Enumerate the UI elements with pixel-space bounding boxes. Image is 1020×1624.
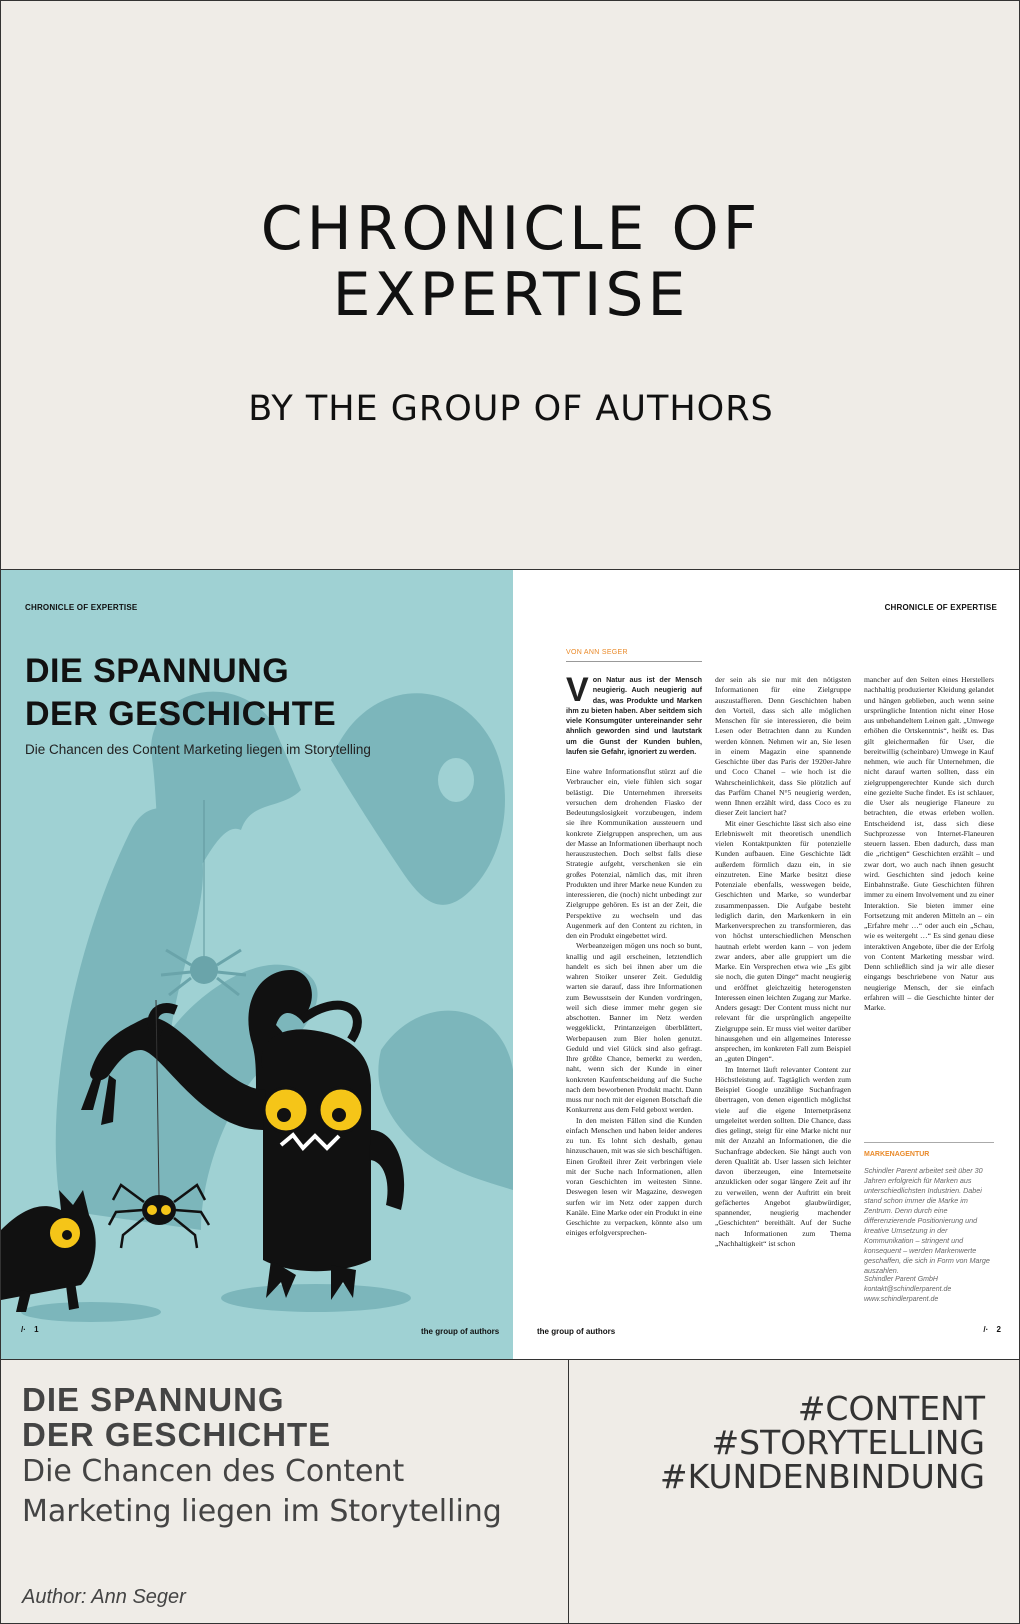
running-head-right: CHRONICLE OF EXPERTISE [884,603,997,612]
footer-info-panel [0,1359,569,1624]
byline-rule [566,661,702,662]
page-footer-label: the group of authors [421,1327,500,1336]
text-column-1 [566,671,702,1239]
header-panel [0,0,1020,570]
article-subtitle: Die Chancen des Content Marketing liegen im Storytelling [25,742,371,757]
contact-website[interactable]: www.schindlerparent.de [864,1296,939,1303]
page-number: 2 [996,1325,1001,1334]
body-paragraph: Eine wahre Informationsflut stürzt auf die Verbraucher ein, viele fühlen sich sogar belästigt. Die Unternehmen ihrerseits versuchen dem drohenden Fiasko der Bedeutungslosigkeit vorzubeugen, indem sie ihre Kommunikation aussteuern und konkrete Zielgruppen ansprechen, um aus der Masse an Informationen überhaupt noch herauszustechen. Doch selbst falls diese Strategie aufgeht, verschenken sie ein großes Potenzial, nämlich das, mit ihren Produkten und ihrer Marke neue Kunden zu interessieren, die (noch) nicht unbedingt zur Zielgruppe gehören. Es ist an der Zeit, die Perspektive zu wechseln und das Augenmerk auf den Content zu richten, in den ein Produkt eingebettet wird. [566,767,702,940]
sidebar-text: Schindler Parent arbeitet seit über 30 Jahren erfolgreich für Marken aus unterschiedlichsten Industrien. Dabei stand schon immer die Marke im Zentrum. Denn durch eine differenzierende Positionierung und kreative Umsetzung in der Kommunikation – stringent und konsequent – werden Markenwerte geschaffen, die sich in Form von Marge auszahlen. [864,1166,990,1275]
lead-paragraph [566,671,702,757]
sidebar-heading: MARKENAGENTUR [864,1151,930,1158]
main-title-line1: CHRONICLE OF [260,194,762,264]
hashtag-kundenbindung[interactable]: #KUNDENBINDUNG [659,1457,985,1496]
sidebar-contact [864,1275,994,1305]
main-title [1,196,1020,328]
ground-shadow [221,1284,411,1312]
body-paragraph: mancher auf den Seiten eines Herstellers nachhaltig produzierter Kleidung gelandet und hängen geblieben, auch wenn seine ursprüngliche Intention nicht einer Hose aus unbehandeltem Leinen galt. „Umwege erhöhen die Ortskenntnis“, heißt es. Das gilt gleichermaßen für User, die bereitwillig (scheinbare) Umwege in Kauf nehmen, wie auch für Unternehmen, die nicht darauf warten sollten, dass ein zielgruppengerechter Kunde sich durch eine gezielte Suche findet. Es ist schlauer, die User als neugierige Flaneure zu betrachten, die etwas erleben wollen. Entscheidend ist, dass sich diese Suchprozesse von Internet-Flaneuren steuern lassen. Eben dadurch, dass man die „richtigen“ Geschichten erzählt – und zwar dort, wo auch nach ihnen gesucht wird. Geschichten sind jedoch keine Einbahnstraße. Gute Geschichten führen immer zu einem Involvement und zu einer Interaktion. Sie bieten immer eine Fortsetzung mit anderen Mitteln an – ein „Erfahre mehr …“ oder auch ein „Schau, wie es weitergeht …“ Es sind genau diese interaktiven Angebote, über die der Erfolg von Content Marketing messbar wird. Denn schließlich sind ja wir alle dieser eingangs beschriebene von Natur aus neugierige Mensch, der sie einfach erfahren will – die Geschichte hinter der Marke. [864,675,994,1012]
left-page [1,570,513,1360]
sidebar-rule [864,1142,994,1143]
text-column-3 [864,675,994,1013]
hashtag-content[interactable]: #CONTENT [797,1389,985,1428]
tags-panel [568,1359,1020,1624]
lead-text: on Natur aus ist der Mensch neugierig. Auch neugierig auf das, was Produkte und Marken ihm zu bieten haben. Aber seitdem sich viele Konsumgüter untereinander sehr ähnlich geworden sind und lautstark um die Gunst der Kunden buhlen, laufen sie Gefahr, ignoriert zu werden. [566,675,702,756]
folio-left [21,1325,39,1334]
cat-creature [1,1190,96,1312]
slash-logo-icon: /· [983,1325,989,1334]
body-paragraph: Mit einer Geschichte lässt sich also eine Erlebniswelt mit theoretisch unendlich vielen Kontaktpunkten für potenzielle Kunden aufbauen. Eine Geschichte lädt außerdem förmlich dazu ein, in sie einzutreten. Eine Marke besitzt diese Potenziale ebenfalls, wesswegen beide, Geschichten und Marke, so wunderbar zusammenpassen. Die Aufgabe besteht lediglich darin, den Markenkern in ein Markenversprechen zu transformieren, das von höchst unterschiedlichen Menschen hautnah erlebt werden kann – von jedem zwar anders, aber alle gruppiert um die Marke. Ein Versprechen etwa wie „Es gibt sie noch, die guten Dinge“ macht neugierig und eröffnet gleichzeitig heterogensten Interessen einen leichten Zugang zur Marke. Anders gesagt: Der Content muss nicht nur relevant für die ursprünglich angepeilte Zielgruppe sein. Er muss viel weiter darüber hinausgehen und ein allgemeines Interesse ansprechen, im konkreten Fall zum Beispiel an „guten Dingen“. [715,818,851,1064]
byline: VON ANN SEGER [566,649,628,656]
body-paragraph: Werbeanzeigen mögen uns noch so bunt, knallig und agil erscheinen, letztendlich handelt es sich bei ihnen aber um die wahren Stoiker unserer Zeit. Geduldig warten sie darauf, dass ihre Informationen zum Bewusstsein der Kunden vordringen, weil sich diese immer mehr gegen sie abschotten. Banner im Netz werden weggeklickt, Printanzeigen überblättert, Werbepausen zum Bier holen genutzt. Geduld und viel Glück sind also gefragt. Ihre größte Chance, bemerkt zu werden, naht, wenn sich der Kunde in einer konkreten Kaufentscheidung auf die Suche nach dem beworbenen Produkt macht. Dann muss nur noch mit der eigenen Botschaft die Konkurrenz aus dem Feld geboxt werden. [566,941,702,1115]
footer-subtitle-line2: Marketing liegen im Storytelling [22,1494,502,1529]
footer-subtitle [22,1452,502,1532]
footer-title-line2: DER GESCHICHTE [22,1416,332,1453]
right-page [513,570,1020,1360]
footer-title-line1: DIE SPANNUNG [22,1381,285,1418]
magazine-spread [0,569,1020,1360]
article-title-line2: DER GESCHICHTE [25,695,337,733]
body-paragraph: Im Internet läuft relevanter Content zur Höchstleistung auf. Tagtäglich werden zum Beispiel Google unzählige Suchanfragen übertragen, von denen eigentlich möglichst viele auf die eigene Internetpräsenz umgeleitet werden sollten. Die Chance, dass dies gelingt, steigt für eine Marke nicht nur mit der Anzahl an Informationen, die die Suchanfrage abdecken. Sie hängt auch von deren Qualität ab. User lassen sich leichter davon überzeugen, eine Internetseite anzuklicken oder sogar längere Zeit auf ihr zu verweilen, wenn der Auftritt ein breit gefächertes Angebot glaubwürdiger, spannender, neugierig machender „Geschichten“ bereithält. Auf der Suche nach Informationen zum Thema „Nachhaltigkeit“ ist schon [715,1064,851,1248]
footer-subtitle-line1: Die Chancen des Content [22,1454,405,1489]
article-title-line1: DIE SPANNUNG [25,652,290,690]
contact-email[interactable]: kontakt@schindlerparent.de [864,1286,952,1293]
main-subtitle: BY THE GROUP OF AUTHORS [248,389,774,429]
contact-company: Schindler Parent GmbH [864,1276,938,1283]
hashtag-list [659,1389,985,1496]
ground-shadow [21,1302,161,1322]
footer-title [22,1382,331,1452]
running-head-left: CHRONICLE OF EXPERTISE [25,603,138,612]
article-title [25,650,336,736]
hashtag-storytelling[interactable]: #STORYTELLING [711,1423,985,1462]
footer-author: Author: Ann Seger [22,1586,186,1608]
body-paragraph: In den meisten Fällen sind die Kunden einfach Menschen und haben leider anderes zu tun. Es lohnt sich deshalb, genau hinzuschauen, mit was sie sich beschäftigen. Einen Großteil ihrer Zeit verbringen viele mit der Suche nach Informationen, allen voran Geschichten im weitesten Sinne. Deswegen lesen wir Magazine, deswegen surfen wir im Netz oder zappen durch Kanäle. Eine Marke oder ein Produkt in eine Geschichte zu verpacken, könnte also um einiges erfolgversprechen- [566,1115,702,1238]
body-paragraph: der sein als sie nur mit den nötigsten Informationen für eine Zielgruppe auszustaffieren. Denn Geschichten haben den Vorteil, dass sich alle möglichen Menschen für sie interessieren, die beim Lesen oder Betrachten dann zu Kunden werden können. Nehmen wir an, Sie lesen in einem Magazin eine spannende Geschichte über das Paris der 1920er-Jahre und Coco Chanel – wie hoch ist die Wahrscheinlichkeit, dass Sie plötzlich auf das Parfüm Chanel N°5 neugierig werden, wenn Ihnen erzählt wird, dass Coco es zu dieser Zeit lanciert hat? [715,675,851,818]
page-number: 1 [34,1325,39,1334]
slash-logo-icon: /· [21,1325,26,1334]
folio-right [983,1325,1001,1334]
page-footer-label: the group of authors [537,1327,616,1336]
text-column-2 [715,675,851,1249]
drop-cap: V [566,671,589,709]
main-title-line2: EXPERTISE [332,260,690,330]
